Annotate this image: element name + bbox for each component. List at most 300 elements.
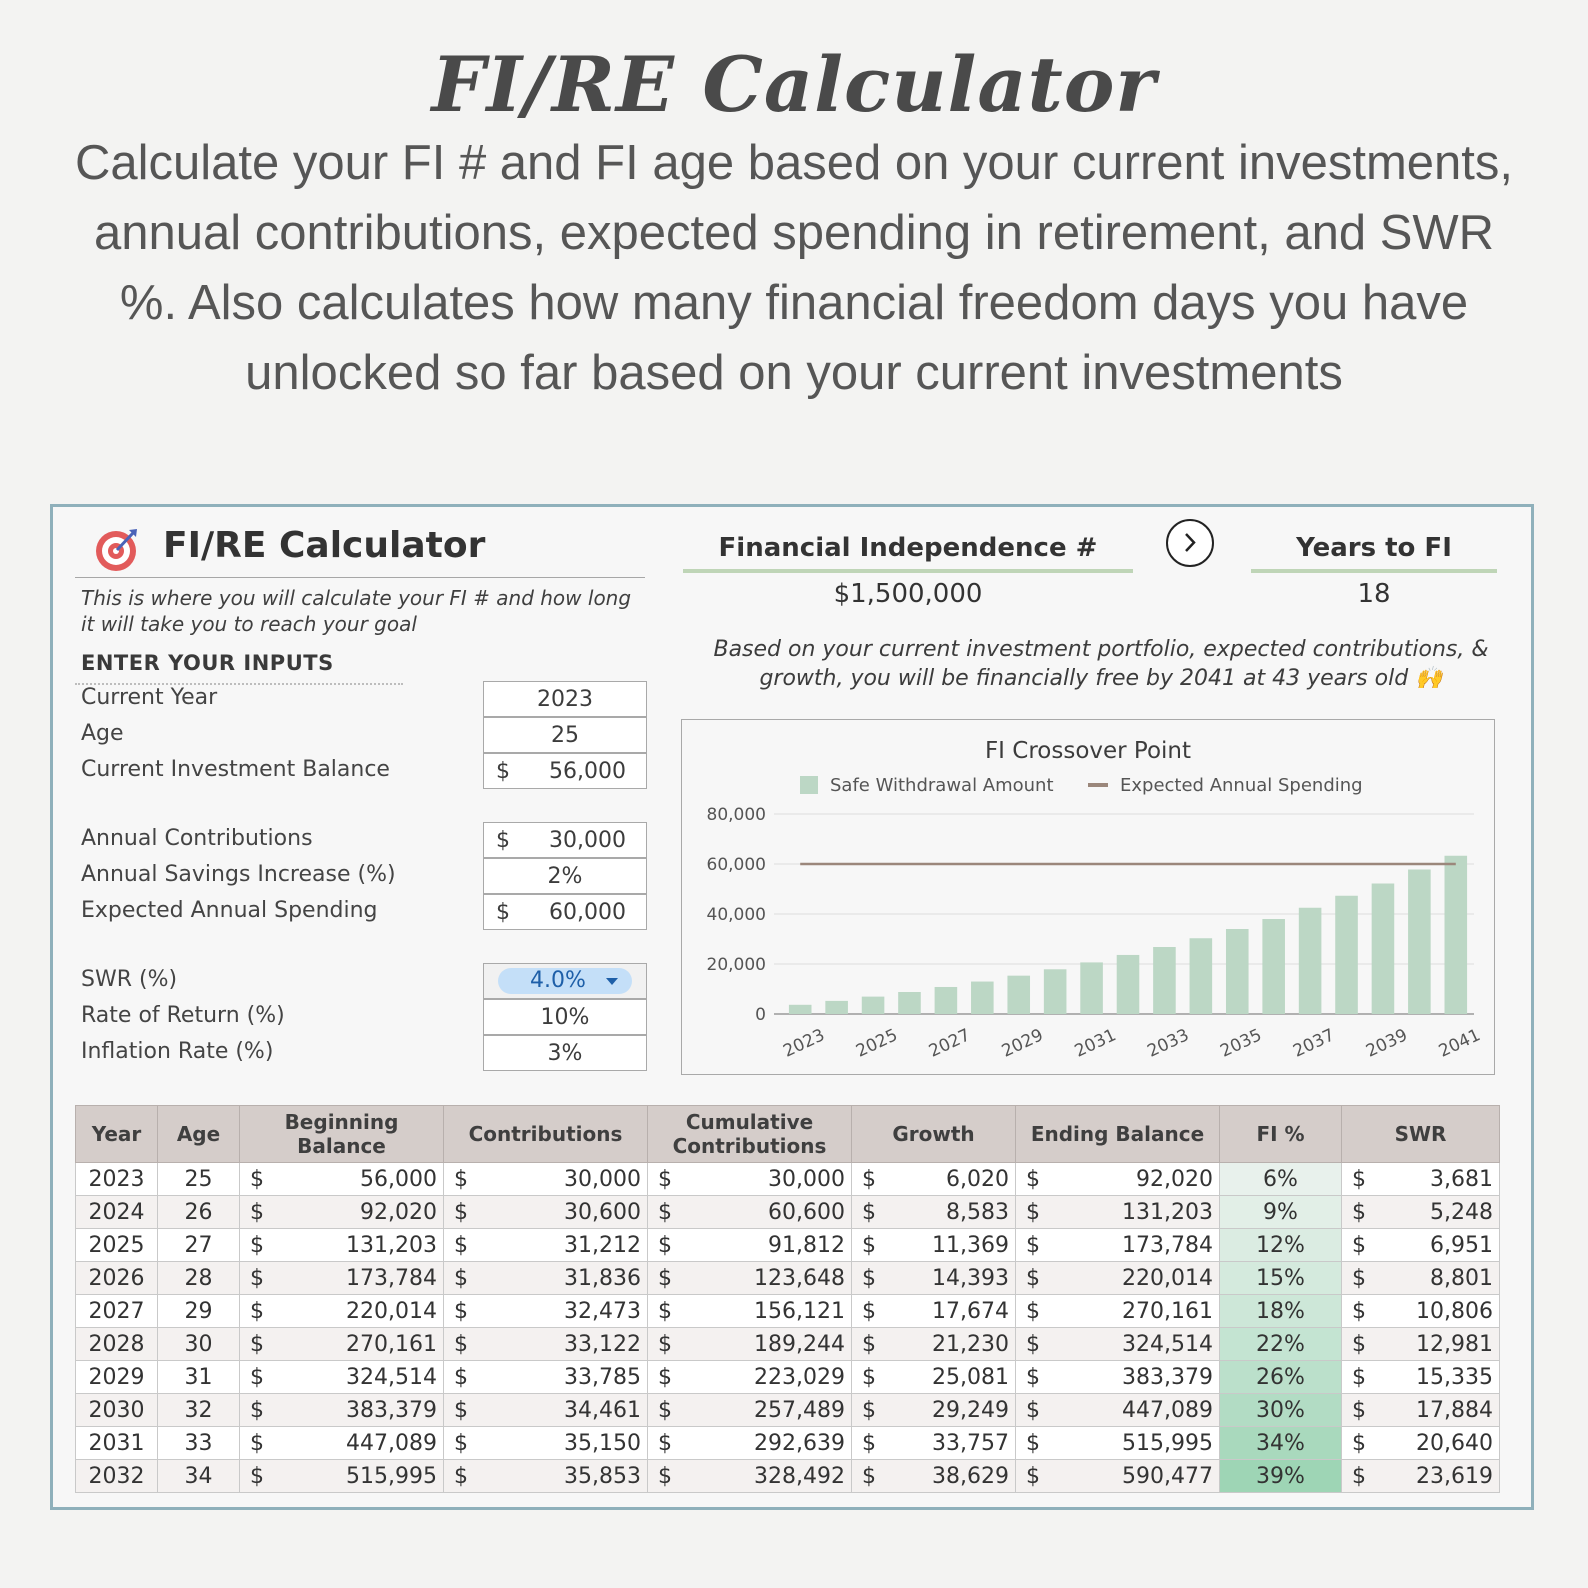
table-cell[interactable] (648, 1163, 852, 1196)
cell-value: 34,461 (564, 1398, 641, 1423)
x-tick-label: 2037 (1290, 1025, 1338, 1062)
x-tick-label: 2027 (925, 1025, 974, 1062)
table-cell[interactable]: 26 (158, 1196, 240, 1229)
dropdown-arrow-icon (606, 978, 618, 985)
fi-pct-cell[interactable]: 18% (1220, 1295, 1342, 1328)
table-cell[interactable] (852, 1394, 1016, 1427)
table-cell[interactable] (852, 1196, 1016, 1229)
current-year-label: Current Year (81, 685, 218, 710)
table-cell[interactable] (648, 1328, 852, 1361)
current-investment-balance-label: Current Investment Balance (81, 757, 390, 782)
cell-value: 292,639 (754, 1431, 845, 1456)
table-cell[interactable] (1016, 1394, 1220, 1427)
current-investment-balance-value: 56,000 (549, 759, 626, 784)
currency-symbol: $ (1352, 1332, 1366, 1357)
table-cell[interactable] (648, 1229, 852, 1262)
cell-value: 3,681 (1430, 1167, 1493, 1192)
cell-value: 189,244 (754, 1332, 845, 1357)
cell-value: 173,784 (1122, 1233, 1213, 1258)
cell-value: 383,379 (346, 1398, 437, 1423)
cell-value: 17,884 (1416, 1398, 1493, 1423)
fi-crossover-chart (681, 719, 1495, 1075)
chart-title: FI Crossover Point (984, 738, 1192, 764)
fi-pct-cell[interactable]: 22% (1220, 1328, 1342, 1361)
cell-value: 590,477 (1122, 1464, 1213, 1489)
cell-value: 35,150 (564, 1431, 641, 1456)
table-row (76, 1262, 1500, 1295)
cell-value: 12,981 (1416, 1332, 1493, 1357)
cell-value: 38,629 (932, 1464, 1009, 1489)
cell-value: 35,853 (564, 1464, 641, 1489)
currency-symbol: $ (250, 1233, 264, 1258)
table-cell[interactable] (852, 1262, 1016, 1295)
currency-symbol: $ (454, 1200, 468, 1225)
currency-symbol: $ (658, 1233, 672, 1258)
calculator-panel (50, 504, 1534, 1510)
table-cell[interactable]: 2025 (76, 1229, 158, 1262)
currency-symbol: $ (658, 1431, 672, 1456)
currency-symbol: $ (1026, 1365, 1040, 1390)
currency-symbol: $ (862, 1299, 876, 1324)
swr-dropdown[interactable] (483, 963, 647, 999)
table-cell[interactable]: 2026 (76, 1262, 158, 1295)
table-cell[interactable] (1016, 1163, 1220, 1196)
cell-value: 25,081 (932, 1365, 1009, 1390)
table-row (76, 1328, 1500, 1361)
table-cell[interactable] (852, 1460, 1016, 1493)
fi-summary-text: Based on your current investment portfolio, expected contributions, & growth, you will be financially free by 2041 at 43 years old 🙌 (713, 637, 1489, 691)
cell-value: 31,836 (564, 1266, 641, 1291)
cell-value: 515,995 (346, 1464, 437, 1489)
currency-symbol: $ (454, 1431, 468, 1456)
currency-symbol: $ (862, 1200, 876, 1225)
table-cell[interactable] (1016, 1460, 1220, 1493)
table-cell[interactable] (648, 1295, 852, 1328)
currency-symbol: $ (250, 1398, 264, 1423)
currency-symbol: $ (454, 1233, 468, 1258)
table-cell[interactable]: 2031 (76, 1427, 158, 1460)
fi-pct-cell[interactable]: 34% (1220, 1427, 1342, 1460)
currency-symbol: $ (1026, 1233, 1040, 1258)
next-arrow-button[interactable] (1166, 519, 1214, 567)
table-cell[interactable]: 29 (158, 1295, 240, 1328)
cell-value: 33,122 (564, 1332, 641, 1357)
cell-value: 10,806 (1416, 1299, 1493, 1324)
cell-value: 30,600 (564, 1200, 641, 1225)
currency-symbol: $ (1352, 1398, 1366, 1423)
currency-symbol: $ (658, 1398, 672, 1423)
cell-value: 29,249 (932, 1398, 1009, 1423)
col-header-growth[interactable]: Growth (852, 1106, 1016, 1163)
expected-annual-spending-input[interactable] (483, 894, 647, 930)
bar-safe-withdrawal (1408, 870, 1431, 1015)
x-tick-label: 2031 (1071, 1025, 1120, 1062)
calculator-header (75, 519, 645, 578)
cell-value: 220,014 (346, 1299, 437, 1324)
currency-symbol: $ (1352, 1365, 1366, 1390)
hero-description: Calculate your FI # and FI age based on your current investments, annual contributions, expected spending in retirement, and SWR %. Also calculates how many financial freedom days you have unlocked so far based on your current investments (74, 136, 1514, 400)
cell-value: 131,203 (346, 1233, 437, 1258)
table-cell[interactable] (1342, 1460, 1500, 1493)
table-cell[interactable] (1016, 1328, 1220, 1361)
currency-symbol: $ (862, 1365, 876, 1390)
currency-symbol: $ (862, 1233, 876, 1258)
bar-safe-withdrawal (1044, 969, 1067, 1014)
table-cell[interactable] (852, 1163, 1016, 1196)
current-year-input[interactable] (483, 681, 647, 717)
bar-safe-withdrawal (1190, 938, 1213, 1014)
rate-of-return-label: Rate of Return (%) (81, 1003, 285, 1028)
table-cell[interactable] (240, 1262, 444, 1295)
currency-symbol: $ (862, 1464, 876, 1489)
bar-safe-withdrawal (789, 1005, 812, 1014)
col-header-beginning-balance[interactable]: Beginning Balance (240, 1106, 444, 1163)
table-row (76, 1163, 1500, 1196)
table-cell[interactable] (852, 1295, 1016, 1328)
table-cell[interactable] (240, 1427, 444, 1460)
table-cell[interactable] (1342, 1229, 1500, 1262)
currency-symbol: $ (1026, 1200, 1040, 1225)
col-header-age[interactable]: Age (158, 1106, 240, 1163)
fi-pct-cell[interactable]: 15% (1220, 1262, 1342, 1295)
table-cell[interactable] (1016, 1295, 1220, 1328)
expected-annual-spending-label: Expected Annual Spending (81, 898, 378, 923)
currency-symbol: $ (658, 1464, 672, 1489)
fi-pct-cell[interactable]: 9% (1220, 1196, 1342, 1229)
cell-value: 92,020 (360, 1200, 437, 1225)
chevron-right-icon (1168, 521, 1211, 564)
currency-symbol: $ (250, 1299, 264, 1324)
table-cell[interactable] (444, 1229, 648, 1262)
currency-symbol: $ (250, 1167, 264, 1192)
currency-symbol: $ (1352, 1233, 1366, 1258)
cell-value: 92,020 (1136, 1167, 1213, 1192)
table-cell[interactable] (240, 1229, 444, 1262)
fi-pct-cell[interactable]: 12% (1220, 1229, 1342, 1262)
cell-value: 270,161 (346, 1332, 437, 1357)
annual-savings-increase-value: 2% (547, 864, 583, 889)
cell-value: 23,619 (1416, 1464, 1493, 1489)
cell-value: 173,784 (346, 1266, 437, 1291)
fi-number-label: Financial Independence # (718, 533, 1098, 563)
currency-symbol: $ (454, 1332, 468, 1357)
swr-value: 4.0% (530, 968, 586, 993)
cell-value: 8,583 (946, 1200, 1009, 1225)
cell-value: 91,812 (768, 1233, 845, 1258)
cell-value: 5,248 (1430, 1200, 1493, 1225)
currency-symbol: $ (454, 1266, 468, 1291)
cell-value: 270,161 (1122, 1299, 1213, 1324)
fi-number-value: $1,500,000 (833, 579, 983, 609)
table-cell[interactable] (1342, 1163, 1500, 1196)
y-tick-label: 20,000 (706, 955, 766, 975)
age-value: 25 (551, 723, 579, 748)
age-input[interactable] (483, 717, 647, 753)
cell-value: 17,674 (932, 1299, 1009, 1324)
table-cell[interactable] (240, 1361, 444, 1394)
table-cell[interactable] (852, 1427, 1016, 1460)
projection-table (75, 1105, 1500, 1493)
table-cell[interactable] (648, 1394, 852, 1427)
annual-contributions-label: Annual Contributions (81, 826, 313, 851)
table-cell[interactable] (1342, 1361, 1500, 1394)
table-cell[interactable] (1016, 1229, 1220, 1262)
currency-symbol: $ (862, 1266, 876, 1291)
annual-contributions-input[interactable] (483, 822, 647, 858)
currency-symbol: $ (496, 759, 510, 784)
bar-safe-withdrawal (1007, 976, 1030, 1014)
table-cell[interactable] (444, 1427, 648, 1460)
bar-safe-withdrawal (1262, 919, 1285, 1014)
inputs-heading: ENTER YOUR INPUTS (81, 651, 334, 675)
table-cell[interactable]: 33 (158, 1427, 240, 1460)
fi-pct-cell[interactable]: 39% (1220, 1460, 1342, 1493)
table-cell[interactable] (240, 1328, 444, 1361)
currency-symbol: $ (1026, 1332, 1040, 1357)
cell-value: 515,995 (1122, 1431, 1213, 1456)
years-to-fi-underline (1251, 569, 1497, 573)
currency-symbol: $ (250, 1200, 264, 1225)
bar-safe-withdrawal (1444, 856, 1467, 1014)
bar-safe-withdrawal (935, 987, 958, 1014)
cell-value: 8,801 (1430, 1266, 1493, 1291)
cell-value: 14,393 (932, 1266, 1009, 1291)
inflation-rate-value: 3% (547, 1041, 583, 1066)
table-cell[interactable] (1342, 1262, 1500, 1295)
y-tick-label: 0 (755, 1005, 766, 1025)
bar-safe-withdrawal (898, 992, 921, 1014)
col-header-contributions[interactable]: Contributions (444, 1106, 648, 1163)
col-header-year[interactable]: Year (76, 1106, 158, 1163)
years-to-fi-value: 18 (1357, 579, 1391, 609)
table-cell[interactable] (852, 1328, 1016, 1361)
table-cell[interactable] (648, 1427, 852, 1460)
rate-of-return-value: 10% (540, 1005, 590, 1030)
table-cell[interactable] (1342, 1394, 1500, 1427)
rate-of-return-input[interactable] (483, 999, 647, 1035)
cell-value: 6,020 (946, 1167, 1009, 1192)
currency-symbol: $ (1352, 1167, 1366, 1192)
fi-pct-cell[interactable]: 30% (1220, 1394, 1342, 1427)
cell-value: 223,029 (754, 1365, 845, 1390)
y-tick-label: 60,000 (706, 855, 766, 875)
cell-value: 324,514 (1122, 1332, 1213, 1357)
col-header-fi-pct[interactable]: FI % (1220, 1106, 1342, 1163)
currency-symbol: $ (658, 1299, 672, 1324)
bar-safe-withdrawal (1153, 947, 1176, 1014)
table-cell[interactable]: 31 (158, 1361, 240, 1394)
bar-safe-withdrawal (1226, 929, 1249, 1014)
table-cell[interactable]: 32 (158, 1394, 240, 1427)
table-cell[interactable] (648, 1262, 852, 1295)
table-cell[interactable] (1342, 1427, 1500, 1460)
table-cell[interactable] (444, 1361, 648, 1394)
currency-symbol: $ (454, 1398, 468, 1423)
table-cell[interactable]: 2024 (76, 1196, 158, 1229)
table-cell[interactable] (1016, 1361, 1220, 1394)
table-cell[interactable]: 34 (158, 1460, 240, 1493)
expected-annual-spending-value: 60,000 (549, 900, 626, 925)
calculator-title: FI/RE Calculator (163, 525, 486, 566)
currency-symbol: $ (496, 900, 510, 925)
table-cell[interactable] (444, 1295, 648, 1328)
currency-symbol: $ (250, 1431, 264, 1456)
fi-number-underline (683, 569, 1133, 573)
table-cell[interactable] (648, 1361, 852, 1394)
currency-symbol: $ (496, 828, 510, 853)
chart-canvas (682, 720, 1494, 1074)
table-cell[interactable] (1342, 1328, 1500, 1361)
table-cell[interactable] (852, 1361, 1016, 1394)
table-cell[interactable] (240, 1163, 444, 1196)
bar-safe-withdrawal (1080, 962, 1103, 1014)
x-tick-label: 2035 (1217, 1025, 1265, 1062)
currency-symbol: $ (250, 1365, 264, 1390)
bar-safe-withdrawal (1372, 884, 1395, 1015)
cell-value: 383,379 (1122, 1365, 1213, 1390)
bar-safe-withdrawal (825, 1001, 848, 1014)
cell-value: 21,230 (932, 1332, 1009, 1357)
table-cell[interactable]: 30 (158, 1328, 240, 1361)
currency-symbol: $ (1352, 1431, 1366, 1456)
table-cell[interactable] (1016, 1196, 1220, 1229)
table-header-row (76, 1106, 1500, 1163)
table-cell[interactable] (1016, 1262, 1220, 1295)
currency-symbol: $ (454, 1167, 468, 1192)
x-tick-label: 2033 (1144, 1025, 1193, 1062)
table-cell[interactable] (648, 1196, 852, 1229)
cell-value: 220,014 (1122, 1266, 1213, 1291)
swr-chip[interactable] (498, 968, 632, 994)
table-cell[interactable] (240, 1196, 444, 1229)
cell-value: 257,489 (754, 1398, 845, 1423)
cell-value: 6,951 (1430, 1233, 1493, 1258)
table-row (76, 1427, 1500, 1460)
col-header-cumulative-contributions[interactable]: Cumulative Contributions (648, 1106, 852, 1163)
cell-value: 131,203 (1122, 1200, 1213, 1225)
cell-value: 33,757 (932, 1431, 1009, 1456)
table-row (76, 1295, 1500, 1328)
table-cell[interactable] (444, 1328, 648, 1361)
bar-safe-withdrawal (1117, 955, 1140, 1014)
cell-value: 324,514 (346, 1365, 437, 1390)
currency-symbol: $ (862, 1398, 876, 1423)
table-cell[interactable] (240, 1460, 444, 1493)
table-row (76, 1196, 1500, 1229)
legend-label: Expected Annual Spending (1120, 775, 1363, 796)
cell-value: 447,089 (346, 1431, 437, 1456)
current-investment-balance-input[interactable] (483, 753, 647, 789)
table-row (76, 1361, 1500, 1394)
cell-value: 15,335 (1416, 1365, 1493, 1390)
legend-swatch-line (1088, 783, 1108, 787)
bar-safe-withdrawal (862, 997, 885, 1014)
x-tick-label: 2025 (853, 1025, 901, 1062)
table-cell[interactable] (444, 1163, 648, 1196)
table-cell[interactable]: 2029 (76, 1361, 158, 1394)
table-cell[interactable] (852, 1229, 1016, 1262)
cell-value: 328,492 (754, 1464, 845, 1489)
table-cell[interactable]: 2023 (76, 1163, 158, 1196)
bar-safe-withdrawal (1299, 908, 1322, 1014)
x-tick-label: 2023 (780, 1025, 828, 1062)
table-cell[interactable]: 2028 (76, 1328, 158, 1361)
table-cell[interactable]: 2030 (76, 1394, 158, 1427)
table-cell[interactable]: 2027 (76, 1295, 158, 1328)
current-year-value: 2023 (537, 687, 593, 712)
table-cell[interactable] (444, 1196, 648, 1229)
currency-symbol: $ (1026, 1299, 1040, 1324)
cell-value: 11,369 (932, 1233, 1009, 1258)
inflation-rate-input[interactable] (483, 1035, 647, 1071)
table-cell[interactable]: 25 (158, 1163, 240, 1196)
currency-symbol: $ (250, 1464, 264, 1489)
table-cell[interactable] (444, 1262, 648, 1295)
col-header-ending-balance[interactable]: Ending Balance (1016, 1106, 1220, 1163)
fi-pct-cell[interactable]: 6% (1220, 1163, 1342, 1196)
x-tick-label: 2041 (1435, 1025, 1484, 1062)
table-cell[interactable] (240, 1394, 444, 1427)
currency-symbol: $ (1352, 1299, 1366, 1324)
y-tick-label: 80,000 (706, 805, 766, 825)
currency-symbol: $ (658, 1332, 672, 1357)
cell-value: 31,212 (564, 1233, 641, 1258)
annual-savings-increase-label: Annual Savings Increase (%) (81, 862, 396, 887)
currency-symbol: $ (1352, 1266, 1366, 1291)
currency-symbol: $ (1026, 1167, 1040, 1192)
table-row (76, 1229, 1500, 1262)
currency-symbol: $ (1026, 1266, 1040, 1291)
currency-symbol: $ (1352, 1200, 1366, 1225)
currency-symbol: $ (1026, 1398, 1040, 1423)
currency-symbol: $ (862, 1332, 876, 1357)
cell-value: 30,000 (768, 1167, 845, 1192)
currency-symbol: $ (658, 1266, 672, 1291)
table-cell[interactable]: 2032 (76, 1460, 158, 1493)
table-cell[interactable] (648, 1460, 852, 1493)
cell-value: 20,640 (1416, 1431, 1493, 1456)
table-cell[interactable] (240, 1295, 444, 1328)
target-icon (93, 527, 139, 573)
currency-symbol: $ (658, 1365, 672, 1390)
cell-value: 123,648 (754, 1266, 845, 1291)
currency-symbol: $ (862, 1431, 876, 1456)
table-cell[interactable] (1342, 1295, 1500, 1328)
currency-symbol: $ (1352, 1464, 1366, 1489)
cell-value: 156,121 (754, 1299, 845, 1324)
bar-safe-withdrawal (971, 982, 994, 1014)
col-header-swr[interactable]: SWR (1342, 1106, 1500, 1163)
currency-symbol: $ (658, 1167, 672, 1192)
calculator-subtitle: This is where you will calculate your FI # and how long it will take you to reach your goal (81, 586, 632, 636)
table-cell[interactable]: 27 (158, 1229, 240, 1262)
table-cell[interactable] (1016, 1427, 1220, 1460)
currency-symbol: $ (454, 1299, 468, 1324)
currency-symbol: $ (658, 1200, 672, 1225)
table-cell[interactable] (444, 1460, 648, 1493)
currency-symbol: $ (250, 1266, 264, 1291)
table-cell[interactable] (444, 1394, 648, 1427)
table-cell[interactable] (1342, 1196, 1500, 1229)
currency-symbol: $ (1026, 1464, 1040, 1489)
legend-swatch-bar (800, 776, 818, 794)
table-cell[interactable]: 28 (158, 1262, 240, 1295)
currency-symbol: $ (250, 1332, 264, 1357)
currency-symbol: $ (454, 1464, 468, 1489)
annual-savings-increase-input[interactable] (483, 858, 647, 894)
fi-pct-cell[interactable]: 26% (1220, 1361, 1342, 1394)
annual-contributions-value: 30,000 (549, 828, 626, 853)
